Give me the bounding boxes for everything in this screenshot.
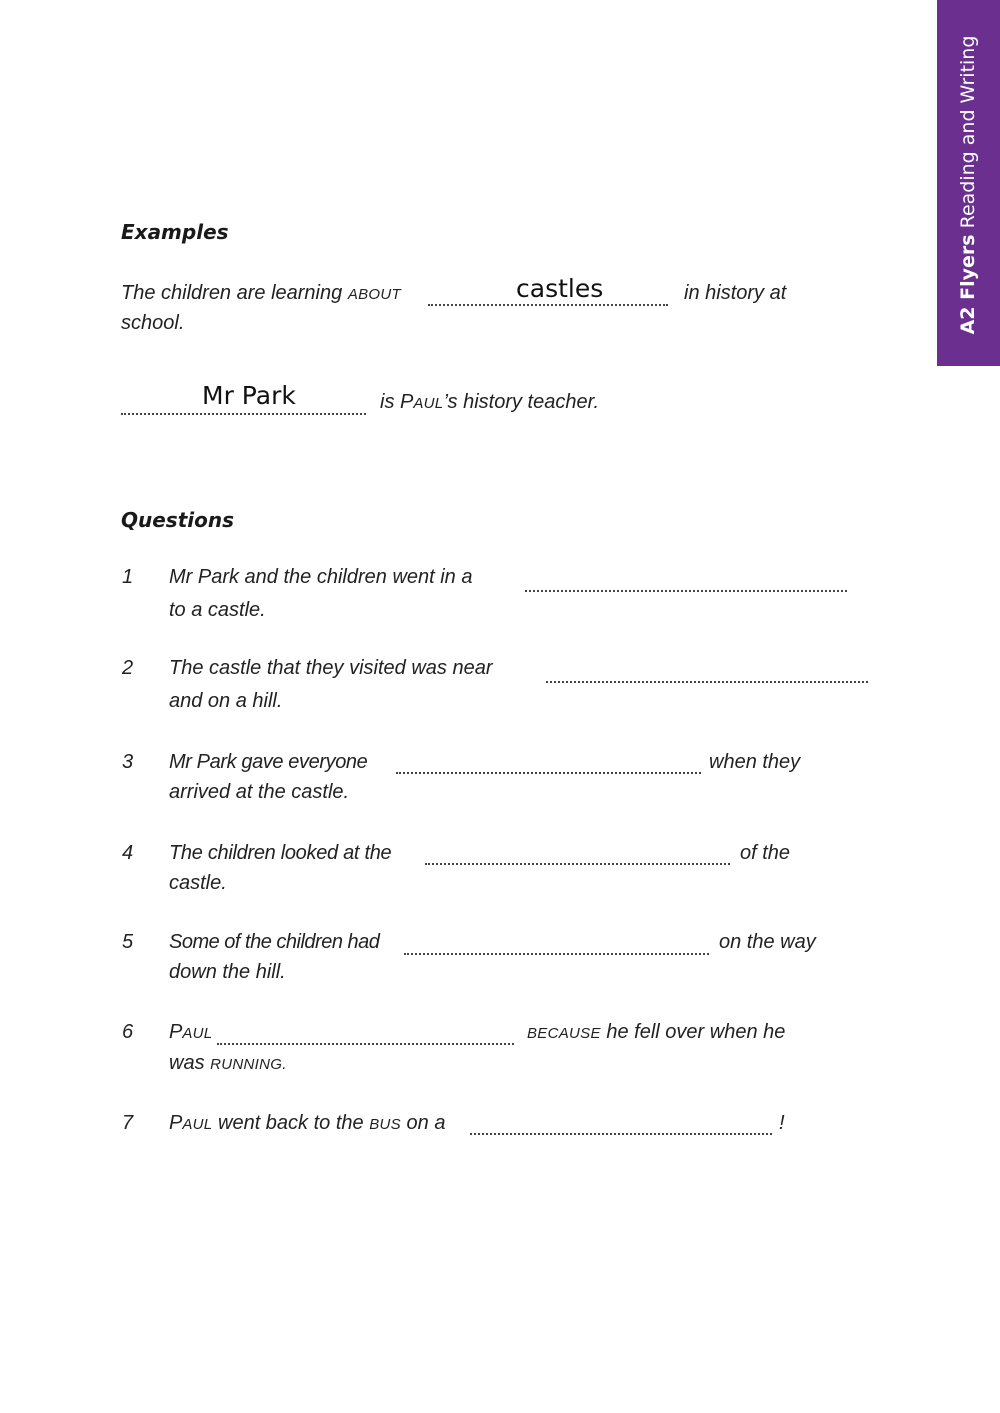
questions-heading: Questions [121, 508, 235, 532]
question-2-number: 2 [122, 657, 134, 679]
question-4-number: 4 [122, 842, 134, 864]
side-tab [937, 0, 1000, 366]
question-7-blank[interactable] [470, 1133, 772, 1135]
question-5-after: on the way [719, 931, 816, 953]
question-4-after: of the [740, 842, 791, 864]
example-1-line-1: The children are learning ABOUT [121, 282, 401, 304]
question-1-number: 1 [122, 566, 134, 588]
question-5-line-1: Some of the children had [169, 931, 380, 953]
question-4-blank[interactable] [425, 863, 730, 865]
question-2-blank[interactable] [546, 681, 868, 683]
question-3-line-2: arrived at the castle. [169, 781, 350, 803]
question-7-end: ! [779, 1112, 785, 1134]
question-4-line-2: castle. [169, 872, 227, 894]
question-5-line-2: down the hill. [169, 961, 286, 983]
example-1-blank [428, 304, 668, 306]
question-6-blank[interactable] [217, 1043, 514, 1045]
side-tab-title: A2 Flyers Reading and Writing [957, 35, 979, 335]
question-7-line: PAUL went back to the BUS on a [169, 1112, 446, 1134]
question-6-after: BECAUSE he fell over when he [527, 1021, 786, 1043]
question-6-number: 6 [122, 1021, 134, 1043]
example-1-answer: castles [516, 274, 604, 303]
example-1-after: in history at [684, 282, 787, 304]
question-5-blank[interactable] [404, 953, 709, 955]
example-2-blank [121, 413, 366, 415]
question-3-line-1: Mr Park gave everyone [169, 751, 368, 773]
question-1-blank[interactable] [525, 590, 847, 592]
question-2-line-1: The castle that they visited was near [169, 657, 493, 679]
question-3-blank[interactable] [396, 772, 701, 774]
example-2-line: is PAUL’s history teacher. [380, 391, 600, 413]
example-1-line-2: school. [121, 312, 185, 334]
question-3-number: 3 [122, 751, 134, 773]
question-4-line-1: The children looked at the [169, 842, 392, 864]
question-7-number: 7 [122, 1112, 134, 1134]
examples-heading: Examples [121, 220, 229, 244]
question-6-line-2: was RUNNING. [169, 1052, 287, 1074]
question-3-after: when they [709, 751, 801, 773]
question-1-line-2: to a castle. [169, 599, 266, 621]
question-5-number: 5 [122, 931, 134, 953]
question-6-subject: PAUL [169, 1021, 213, 1043]
question-1-line-1: Mr Park and the children went in a [169, 566, 473, 588]
example-2-answer: Mr Park [202, 381, 296, 410]
question-2-line-2: and on a hill. [169, 690, 283, 712]
